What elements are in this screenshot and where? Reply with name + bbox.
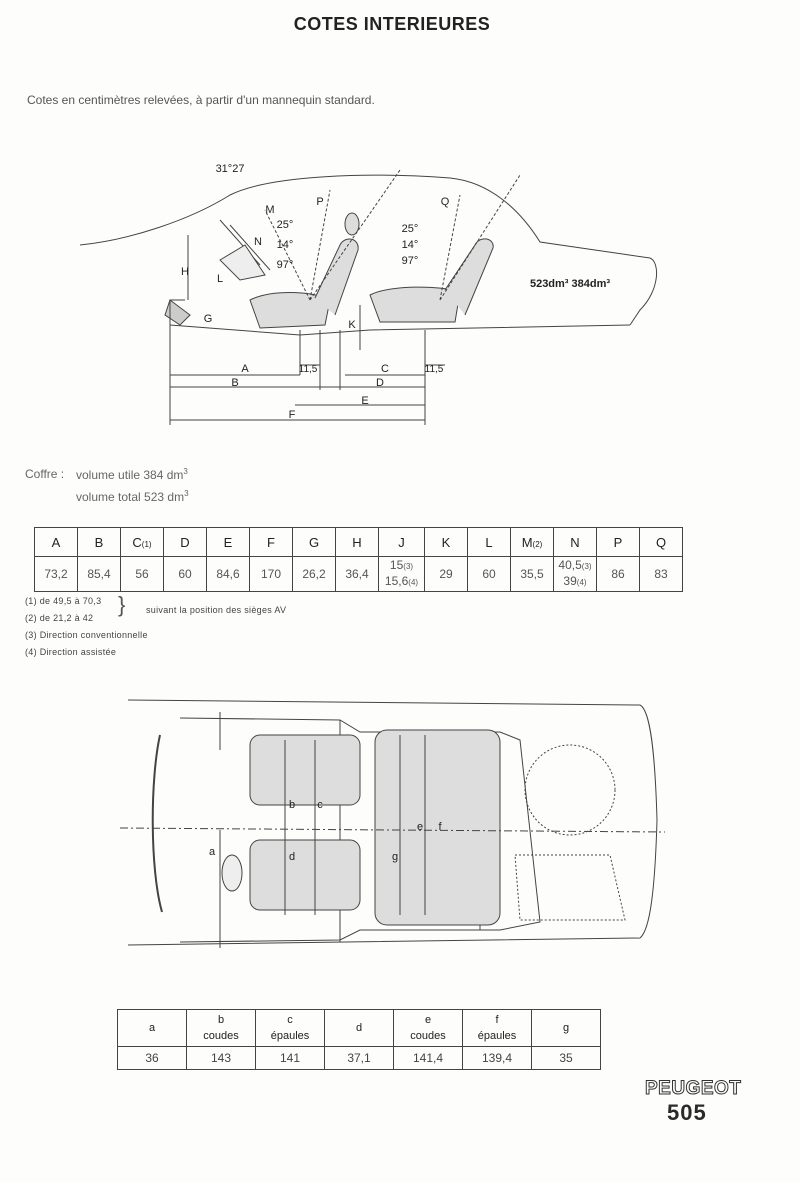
cell-D: 60	[164, 557, 207, 592]
subtitle: Cotes en centimètres relevées, à partir d'un mannequin standard.	[27, 93, 375, 107]
th-M: M(2)	[511, 528, 554, 557]
dim-K: K	[348, 319, 356, 331]
dim-g: g	[391, 851, 399, 863]
body-outline	[80, 175, 657, 325]
side-view-diagram	[70, 150, 670, 430]
cell-N: 40,5(3) 39(4)	[554, 557, 597, 592]
th-f: f épaules	[463, 1010, 532, 1047]
cell-b: 143	[187, 1047, 256, 1070]
rear-seat-cushion	[370, 287, 460, 322]
th-B: B	[78, 528, 121, 557]
note-4: (4) Direction assistée	[25, 647, 117, 657]
dim-F: F	[288, 409, 296, 421]
model-logo: 505	[667, 1100, 707, 1125]
th-b: b coudes	[187, 1010, 256, 1047]
top-view-diagram	[120, 690, 680, 970]
th-P: P	[597, 528, 640, 557]
cell-f: 139,4	[463, 1047, 532, 1070]
th-a: a	[118, 1010, 187, 1047]
th-D: D	[164, 528, 207, 557]
th-F: F	[250, 528, 293, 557]
dim-H: H	[181, 266, 189, 278]
front-seat-right	[250, 735, 360, 805]
cell-d: 37,1	[325, 1047, 394, 1070]
rear-angle-3: 97°	[401, 255, 419, 267]
cell-Q: 83	[640, 557, 683, 592]
cell-e: 141,4	[394, 1047, 463, 1070]
note-bracket: }	[118, 592, 126, 617]
cell-E: 84,6	[207, 557, 250, 592]
coffre-label: Coffre :	[25, 467, 65, 481]
offset-rear: 11,5	[424, 364, 444, 375]
dim-P: P	[316, 196, 324, 208]
front-angle-3: 97°	[276, 259, 294, 271]
cell-M: 35,5	[511, 557, 554, 592]
cell-B: 85,4	[78, 557, 121, 592]
rear-angle-1: 25°	[401, 223, 419, 235]
cell-K: 29	[425, 557, 468, 592]
cell-L: 60	[468, 557, 511, 592]
th-g: g	[532, 1010, 601, 1047]
interior-widths-table	[117, 1009, 601, 1070]
th-J: J	[379, 528, 425, 557]
dim-E: E	[361, 395, 369, 407]
cell-F: 170	[250, 557, 293, 592]
cell-g: 35	[532, 1047, 601, 1070]
th-L: L	[468, 528, 511, 557]
dim-L: L	[216, 273, 224, 285]
note-2: (2) de 21,2 à 42	[25, 613, 94, 623]
th-C: C(1)	[121, 528, 164, 557]
dim-Q: Q	[440, 196, 450, 208]
dim-f: f	[438, 821, 442, 833]
cell-J: 15(3) 15,6(4)	[379, 557, 425, 592]
front-angle-1: 25°	[276, 219, 294, 231]
front-angle-2: 14°	[276, 239, 294, 251]
th-d: d	[325, 1010, 394, 1047]
coffre-useful: volume utile 384 $dm^3$	[76, 467, 188, 482]
cell-a: 36	[118, 1047, 187, 1070]
rear-angle-2: 14°	[401, 239, 419, 251]
dim-a: a	[208, 846, 216, 858]
note-1: (1) de 49,5 à 70,3	[25, 596, 102, 606]
dim-d: d	[288, 851, 296, 863]
th-A: A	[35, 528, 78, 557]
th-H: H	[336, 528, 379, 557]
note-bracket-text: suivant la position des sièges AV	[146, 605, 287, 615]
volume-label: 523dm³ 384dm³	[529, 278, 611, 290]
th-e: e coudes	[394, 1010, 463, 1047]
front-seat-left	[250, 840, 360, 910]
dim-N: N	[254, 236, 262, 248]
cell-P: 86	[597, 557, 640, 592]
dim-C: C	[381, 363, 389, 375]
coffre-total: volume total 523 $dm^3$	[76, 489, 189, 504]
th-K: K	[425, 528, 468, 557]
dim-D: D	[376, 377, 384, 389]
cell-A: 73,2	[35, 557, 78, 592]
dim-e: e	[416, 821, 424, 833]
dimensions-table	[34, 527, 683, 592]
dim-B: B	[231, 377, 239, 389]
th-Q: Q	[640, 528, 683, 557]
dim-A: A	[241, 363, 249, 375]
th-G: G	[293, 528, 336, 557]
th-E: E	[207, 528, 250, 557]
dim-c: c	[317, 799, 323, 811]
cell-c: 141	[256, 1047, 325, 1070]
th-c: c épaules	[256, 1010, 325, 1047]
note-3: (3) Direction conventionnelle	[25, 630, 148, 640]
page-title: COTES INTERIEURES	[293, 14, 491, 34]
brand-logo: PEUGEOT	[645, 1078, 742, 1099]
cell-C: 56	[121, 557, 164, 592]
dim-b: b	[288, 799, 296, 811]
angle-wheel: 31°27	[215, 163, 245, 175]
th-N: N	[554, 528, 597, 557]
cell-G: 26,2	[293, 557, 336, 592]
cell-H: 36,4	[336, 557, 379, 592]
dim-G: G	[203, 313, 213, 325]
dim-M: M	[265, 204, 275, 216]
offset-front: 11,5	[298, 364, 318, 375]
